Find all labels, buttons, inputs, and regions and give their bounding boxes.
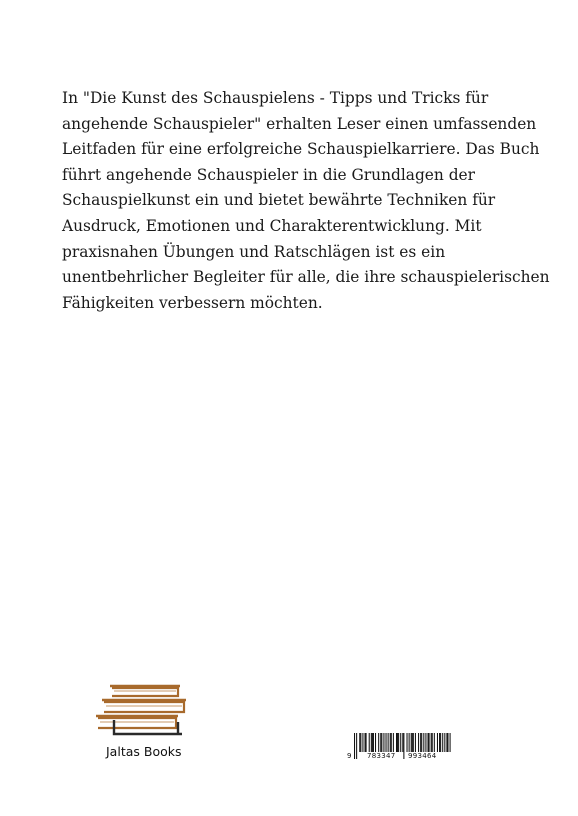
description-line: praxisnahen Übungen und Ratschlägen ist es ein <box>62 242 446 261</box>
barcode-bar <box>356 733 357 759</box>
barcode-first-digit: 9 <box>347 752 352 760</box>
barcode-bar <box>373 733 374 752</box>
barcode-bar <box>371 733 372 752</box>
publisher-name: Jaltas Books <box>106 744 182 759</box>
barcode-bar <box>402 733 403 752</box>
barcode-bar <box>362 733 363 752</box>
book-stack-logo-icon <box>92 676 196 736</box>
barcode-bar <box>380 733 381 752</box>
barcode-bar <box>393 733 394 752</box>
barcode-bar <box>428 733 429 752</box>
description-line: unentbehrlicher Begleiter für alle, die ihre schauspielerischen <box>62 268 550 287</box>
description-line: führt angehende Schauspieler in die Grundlagen der <box>62 165 476 184</box>
barcode-bar <box>431 733 432 752</box>
barcode-bar <box>409 733 410 752</box>
barcode-bar <box>381 733 382 752</box>
barcode-left-group: 783347 <box>367 752 396 760</box>
barcode-bar <box>421 733 422 752</box>
barcode-bar <box>418 733 419 752</box>
barcode-bar <box>447 733 448 752</box>
barcode-bar <box>432 733 433 752</box>
barcode-bar <box>369 733 370 752</box>
barcode-bar <box>420 733 421 752</box>
barcode-bar <box>411 733 412 752</box>
barcode-bar <box>372 733 373 752</box>
barcode-bar <box>383 733 384 752</box>
barcode-bar <box>378 733 379 752</box>
barcode-bar <box>444 733 445 752</box>
barcode-bar <box>391 733 392 752</box>
barcode-bar <box>440 733 441 752</box>
description-line: Schauspielkunst ein und bietet bewährte Techniken für <box>62 191 496 210</box>
barcode-bar <box>437 733 438 752</box>
description-line: In "Die Kunst des Schauspielens - Tipps und Tricks für <box>62 89 489 107</box>
barcode-bar <box>388 733 389 752</box>
barcode-bar <box>434 733 435 752</box>
book-description <box>62 86 550 316</box>
barcode-bar <box>450 733 451 752</box>
barcode-bar <box>425 733 426 752</box>
barcode-bar <box>400 733 401 752</box>
barcode-bar <box>442 733 443 752</box>
barcode-bar <box>415 733 416 752</box>
barcode-bar <box>413 733 414 752</box>
description-line: Ausdruck, Emotionen und Charakterentwicklung. Mit <box>62 216 482 235</box>
barcode-bar <box>407 733 408 752</box>
barcode-bar <box>366 733 367 752</box>
barcode-bar <box>398 733 399 752</box>
barcode-bar <box>360 733 361 752</box>
barcode-bar <box>396 733 397 752</box>
barcode-bar <box>359 733 360 752</box>
description-line: angehende Schauspieler" erhalten Leser einen umfassenden <box>62 114 537 133</box>
barcode-bar <box>423 733 424 752</box>
barcode-bar <box>439 733 440 752</box>
barcode-right-group: 993464 <box>408 752 437 760</box>
description-line: Fähigkeiten verbessern möchten. <box>62 293 323 312</box>
barcode-bar <box>375 733 376 752</box>
barcode-bar <box>365 733 366 752</box>
barcode-bar <box>412 733 413 752</box>
barcode-bar <box>354 733 355 759</box>
barcode-bar <box>397 733 398 752</box>
barcode-bar <box>386 733 387 752</box>
barcode-bar <box>390 733 391 752</box>
barcode-bar <box>429 733 430 752</box>
barcode-bar <box>403 733 404 759</box>
barcode-bar <box>446 733 447 752</box>
description-line: Leitfaden für eine erfolgreiche Schauspielkarriere. Das Buch <box>62 140 540 159</box>
